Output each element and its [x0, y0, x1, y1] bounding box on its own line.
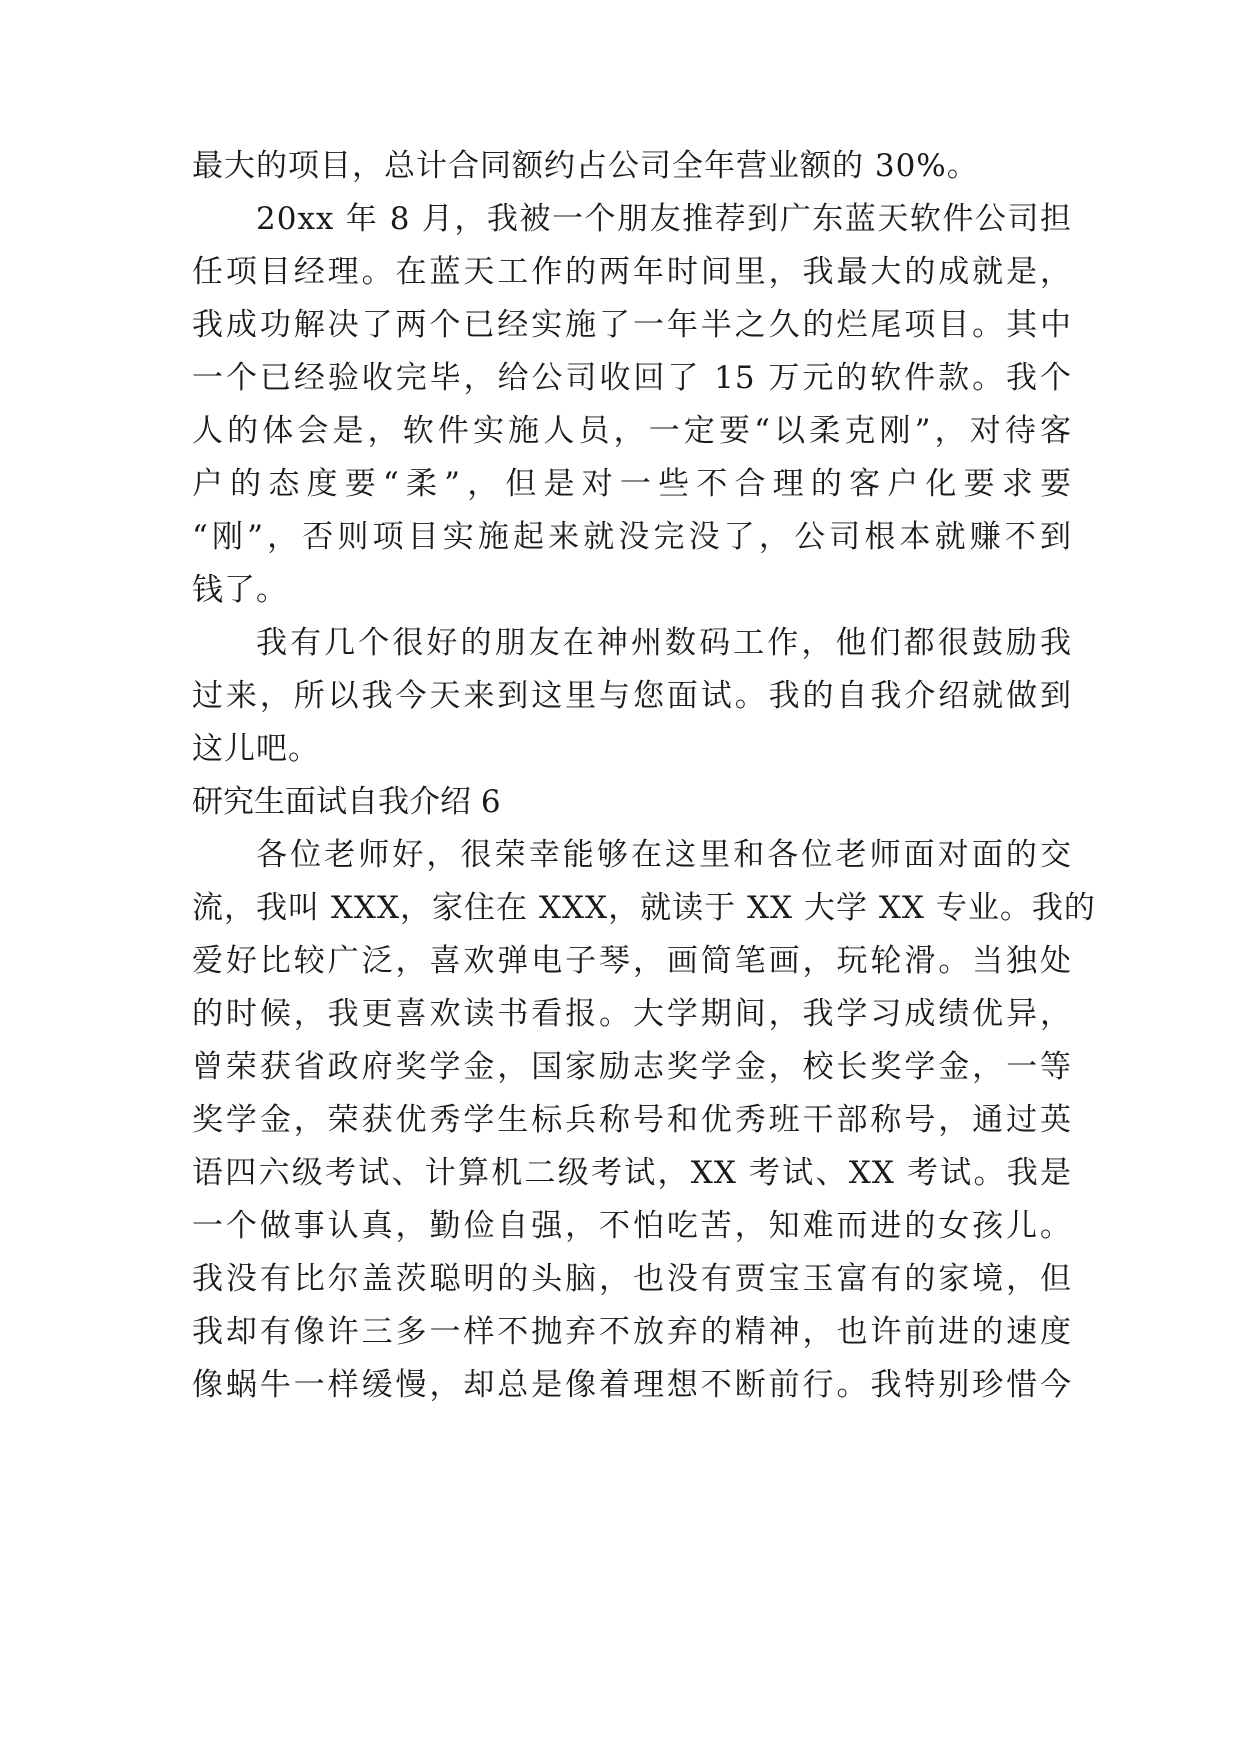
text-line: 户的态度要“柔”，但是对一些不合理的客户化要求要: [192, 466, 1072, 502]
paragraph-start-line: 20xx 年 8 月，我被一个朋友推荐到广东蓝天软件公司担: [256, 201, 1072, 237]
text-line: 一个已经验收完毕，给公司收回了 15 万元的软件款。我个: [192, 360, 1072, 396]
text-line: “刚”，否则项目实施起来就没完没了，公司根本就赚不到: [192, 519, 1072, 555]
text-line: 任项目经理。在蓝天工作的两年时间里，我最大的成就是，: [192, 254, 1072, 290]
text-line: 我成功解决了两个已经实施了一年半之久的烂尾项目。其中: [192, 307, 1072, 343]
text-line: 奖学金，荣获优秀学生标兵称号和优秀班干部称号，通过英: [192, 1102, 1072, 1138]
section-heading: 研究生面试自我介绍 6: [192, 784, 501, 820]
paragraph-start-line: 我有几个很好的朋友在神州数码工作，他们都很鼓励我: [256, 625, 1072, 661]
text-line: 过来，所以我今天来到这里与您面试。我的自我介绍就做到: [192, 678, 1072, 714]
paragraph-start-line: 各位老师好，很荣幸能够在这里和各位老师面对面的交: [256, 837, 1072, 873]
text-line: 一个做事认真，勤俭自强，不怕吃苦，知难而进的女孩儿。: [192, 1208, 1072, 1244]
text-line: 我却有像许三多一样不抛弃不放弃的精神，也许前进的速度: [192, 1314, 1072, 1350]
text-line: 这儿吧。: [192, 731, 320, 767]
text-line: 我没有比尔盖茨聪明的头脑，也没有贾宝玉富有的家境，但: [192, 1261, 1072, 1297]
text-line: 最大的项目，总计合同额约占公司全年营业额的 30%。: [192, 148, 979, 184]
text-line: 曾荣获省政府奖学金，国家励志奖学金，校长奖学金，一等: [192, 1049, 1072, 1085]
text-line: 爱好比较广泛，喜欢弹电子琴，画简笔画，玩轮滑。当独处: [192, 943, 1072, 979]
text-line: 钱了。: [192, 572, 288, 608]
text-line: 人的体会是，软件实施人员，一定要“以柔克刚”，对待客: [192, 413, 1072, 449]
text-line: 像蜗牛一样缓慢，却总是像着理想不断前行。我特别珍惜今: [192, 1367, 1072, 1403]
text-line: 语四六级考试、计算机二级考试，XX 考试、XX 考试。我是: [192, 1155, 1072, 1191]
text-line: 的时候，我更喜欢读书看报。大学期间，我学习成绩优异，: [192, 996, 1072, 1032]
text-line: 流，我叫 XXX，家住在 XXX，就读于 XX 大学 XX 专业。我的: [192, 890, 1096, 926]
